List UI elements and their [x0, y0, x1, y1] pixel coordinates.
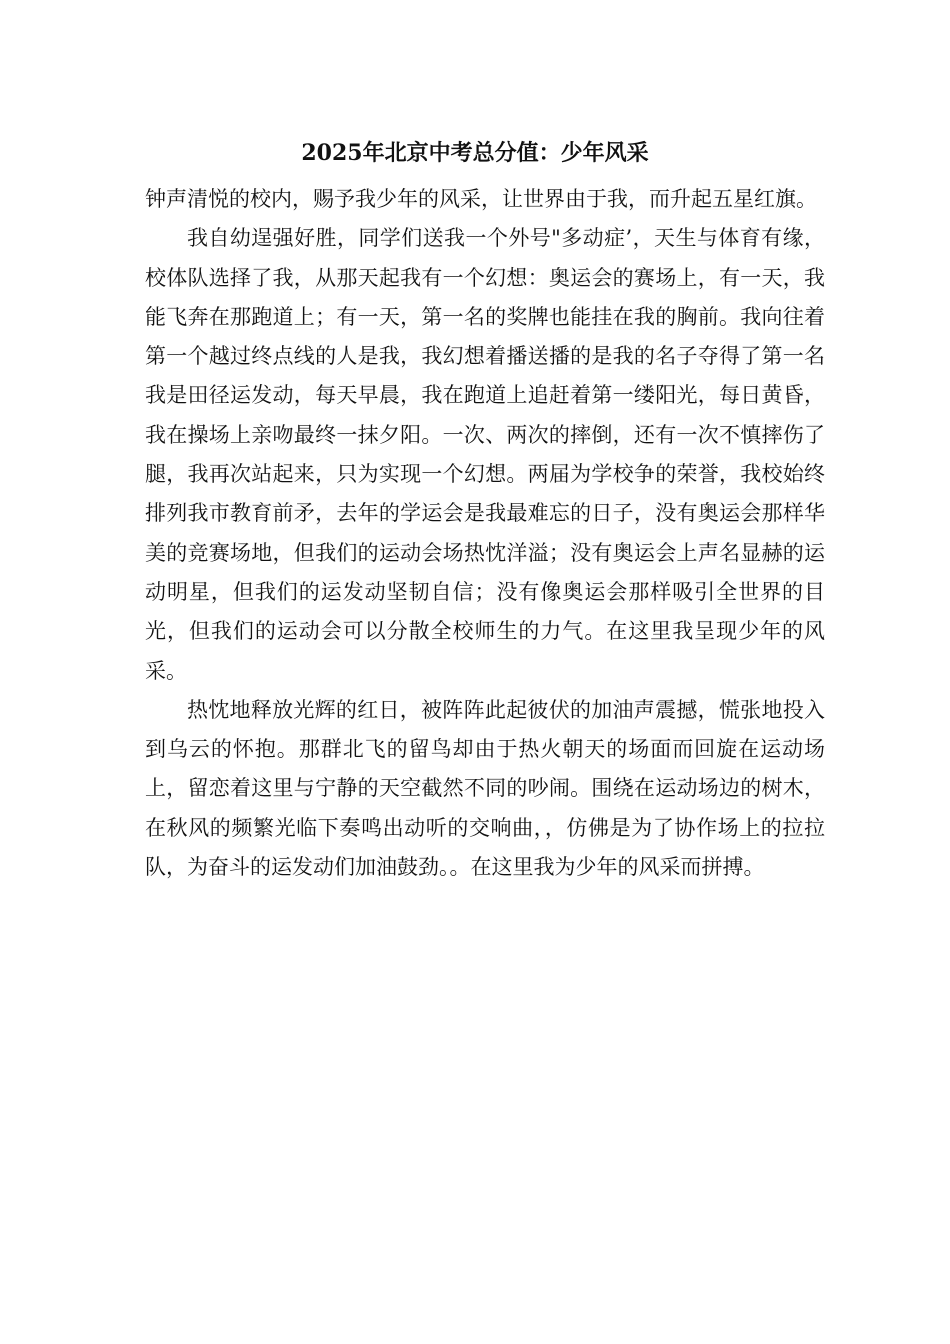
document-title: 2025年北京中考总分值：少年风采	[301, 140, 649, 166]
paragraph-1: 钟声清悦的校内，赐予我少年的风采，让世界由于我，而升起五星红旗。	[145, 187, 817, 211]
document-body	[145, 180, 825, 887]
paragraph-2: 我自幼逞强好胜，同学们送我一个外号"多动症’，天生与体育有缘，校体队选择了我，从那天起我有一个幻想：奥运会的赛场上，有一天，我能飞奔在那跑道上；有一天，第一名的奖牌也能挂在我的胸前。我向往着第一个越过终点线的人是我，我幻想着播送播的是我的名子夺得了第一名我是田径运发动，每天早晨，我在跑道上追赶着第一缕阳光，每日黄昏，我在操场上亲吻最终一抹夕阳。一次、两次的摔倒，还有一次不慎摔伤了腿，我再次站起来，只为实现一个幻想。两届为学校争的荣誉，我校始终排列我市教育前矛，去年的学运会是我最难忘的日子，没有奥运会那样华美的竞赛场地，但我们的运动会场热忱洋溢；没有奥运会上声名显赫的运动明星，但我们的运发动坚韧自信；没有像奥运会那样吸引全世界的目光，但我们的运动会可以分散全校师生的力气。在这里我呈现少年的风采。	[145, 226, 825, 683]
paragraph-3: 热忱地释放光辉的红日，被阵阵此起彼伏的加油声震撼，慌张地投入到乌云的怀抱。那群北飞的留鸟却由于热火朝天的场面而回旋在运动场上，留恋着这里与宁静的天空截然不同的吵闹。围绕在运动场边的树木，在秋风的频繁光临下奏鸣出动听的交响曲，，仿佛是为了协作场上的拉拉队，为奋斗的运发动们加油鼓劲。。在这里我为少年的风采而拼搏。	[145, 697, 825, 880]
